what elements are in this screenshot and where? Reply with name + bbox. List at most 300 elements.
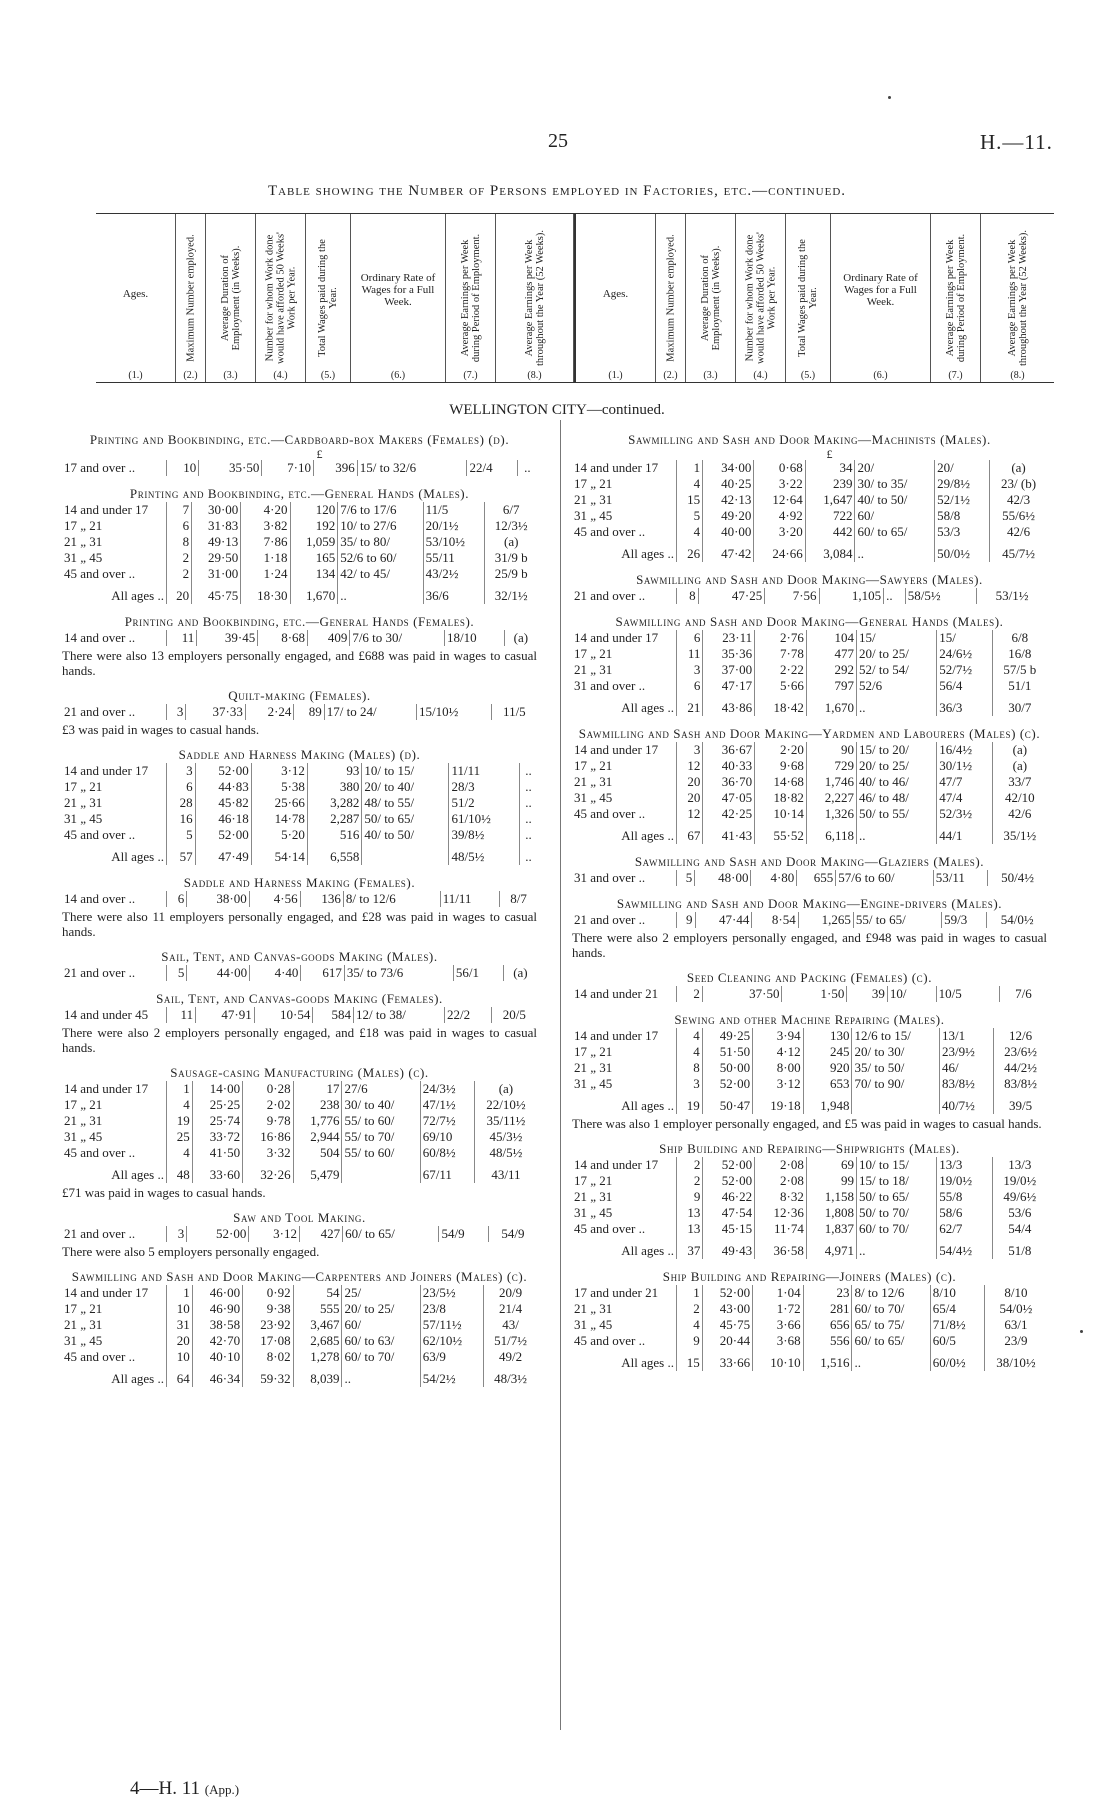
section-title: Ship Building and Repairing—Joiners (Males) (c). [662,1269,957,1284]
table-cell: 46/ to 48/ [856,790,936,806]
table-cell: 10/ [887,986,936,1002]
table-cell: 12·36 [755,1205,807,1221]
table-cell: 14·00 [192,1081,242,1097]
table-cell: 14·68 [755,774,807,790]
table-cell: 45·75 [702,1317,752,1333]
table-cell: 60/ [342,1317,420,1333]
industry-section [572,726,1047,844]
table-row [572,790,1047,806]
table-cell: 5·20 [251,827,307,843]
table-cell: 1,265 [798,912,853,928]
table-cell: 130 [803,1028,852,1044]
section-title: Sausage-casing Manufacturing (Males) (c). [170,1065,429,1080]
table-cell: 31 „ 45 [572,790,677,806]
table-cell: All ages .. [572,1092,677,1114]
total-row [62,1365,537,1387]
speck-mark [1080,1330,1083,1333]
table-cell: 4·20 [241,502,290,518]
table-cell: 9 [677,1189,703,1205]
table-cell: 5 [167,827,196,843]
table-cell: 54/0½ [1000,912,1034,927]
table-cell: 1,808 [806,1205,856,1221]
table-cell: 63/9 [420,1349,483,1365]
table-cell: 23·11 [703,630,755,646]
table-cell: 21 „ 31 [62,795,167,811]
table-cell: 2,685 [293,1333,342,1349]
table-cell: 12/6 [1008,1028,1033,1043]
table-cell: 48·00 [695,870,751,886]
table-cell: 40/ to 50/ [362,827,449,843]
table-row [572,630,1047,646]
table-row [62,1285,537,1301]
table-cell: .. [525,779,532,794]
table-cell: 1,746 [806,774,856,790]
table-cell: 30/1½ [937,758,992,774]
table-cell: 65/4 [930,1301,984,1317]
table-cell: 38/10½ [996,1355,1036,1370]
table-cell: 20 [677,774,703,790]
table-cell: 1 [677,460,703,476]
table-cell: 54/0½ [999,1301,1033,1316]
table-cell: 34 [805,460,855,476]
table-cell: 14 and under 17 [572,1157,677,1173]
table-cell: 6/8 [1011,630,1029,645]
industry-section [572,614,1047,716]
table-cell: 30·00 [192,502,241,518]
table-cell: 8 [167,534,192,550]
table-cell: 45 and over .. [572,1333,677,1349]
table-cell: 54 [293,1285,342,1301]
table-cell: 4,971 [806,1237,856,1259]
table-cell: 33·66 [702,1349,752,1371]
section-title: Sail, Tent, and Canvas-goods Making (Males). [161,949,438,964]
table-cell: 14 and under 17 [62,1285,167,1301]
table-row [572,986,1047,1002]
table-cell: 21 and over .. [62,704,167,720]
page-footer [130,1778,239,1800]
table-row [62,827,537,843]
wages-table [62,704,537,720]
table-cell: 67 [677,822,703,844]
table-cell: 52/7½ [937,662,992,678]
table-cell: 40/ to 46/ [856,774,936,790]
wages-table [62,965,537,981]
table-cell: (a) [513,965,528,980]
section-title: Ship Building and Repairing—Shipwrights (Males). [659,1141,960,1156]
table-cell: 52·00 [702,1285,752,1301]
section-title: Saw and Tool Making. [233,1210,366,1225]
table-cell: 49/6½ [1003,1189,1037,1204]
table-cell: 10·10 [753,1349,803,1371]
table-cell: 48/5½ [449,843,520,865]
header-avg-duration: Average Duration of Employment (in Weeks). (3.) [206,214,256,382]
table-cell: 3·94 [753,1028,803,1044]
table-cell: 134 [290,566,338,582]
table-cell: 60/ [855,508,935,524]
table-cell: 45 and over .. [62,827,167,843]
table-cell: .. [856,822,936,844]
industry-section [572,896,1047,960]
table-cell: 40/7½ [940,1092,994,1114]
table-cell: 58/8 [935,508,990,524]
table-cell: 37·00 [703,662,755,678]
table-cell: 17 „ 21 [62,779,167,795]
table-cell: 31 „ 45 [62,1333,167,1349]
table-cell: 50·47 [702,1092,752,1114]
header-avg-earnings-year-right: Average Earnings per Week throughout the Year (52 Weeks). (8.) [1006,229,1029,381]
table-cell: 56/4 [937,678,992,694]
table-cell: .. [524,460,531,475]
table-cell: 31 and over .. [572,678,677,694]
table-row [572,1189,1047,1205]
table-cell: 6 [167,518,192,534]
table-cell: 55/ to 60/ [342,1145,420,1161]
table-row [62,795,537,811]
table-cell: 9·38 [243,1301,293,1317]
table-cell: 31 „ 45 [62,550,167,566]
table-cell: 36·58 [755,1237,807,1259]
table-cell: 10 [167,1349,193,1365]
table-cell: 120 [290,502,338,518]
wages-table [572,1157,1047,1259]
table-cell: 22/10½ [486,1097,526,1112]
table-cell: 10·14 [755,806,807,822]
table-cell: 42/ to 45/ [338,566,423,582]
table-cell: 192 [290,518,338,534]
table-cell: 45 and over .. [572,806,677,822]
table-cell: 9·78 [243,1113,293,1129]
footer-code: 4—H. 11 [130,1778,201,1799]
table-cell: 4 [167,1145,193,1161]
table-cell: 20 [167,582,192,604]
table-cell: 21 „ 31 [62,534,167,550]
wages-table [572,588,1047,604]
table-cell: 53/11 [933,870,987,886]
table-cell: 2·08 [755,1173,807,1189]
table-cell: 44/2½ [1004,1060,1037,1075]
left-column [62,422,537,1387]
section-title: Saddle and Harness Making (Males) (d). [178,747,421,762]
table-cell: 653 [803,1076,852,1092]
table-cell: 11/5 [503,704,526,719]
table-cell: 3 [677,742,703,758]
table-cell: 15/ to 32/6 [357,460,467,476]
table-cell: 3,282 [307,795,361,811]
table-cell: 1,326 [806,806,856,822]
table-cell: 10/ to 27/6 [338,518,423,534]
table-cell: All ages .. [62,843,167,865]
table-cell: 23/9 [1004,1333,1028,1348]
table-row [572,806,1047,822]
table-cell: 49·13 [192,534,241,550]
industry-section [572,1269,1047,1371]
table-cell: 10·54 [254,1007,313,1023]
table-cell: 12 [677,806,703,822]
section-title: Sawmilling and Sash and Door Making—Glaziers (Males). [634,854,985,869]
table-cell: 47/7 [937,774,992,790]
table-cell: 48/5½ [489,1145,523,1160]
table-cell: 52·00 [702,1076,752,1092]
table-cell: 54/2½ [420,1365,483,1387]
table-cell: 11 [167,630,197,646]
section-note: £3 was paid in wages to casual hands. [62,722,260,737]
table-cell: 17 „ 21 [572,476,677,492]
table-row [572,524,1047,540]
table-cell: 7/6 to 30/ [350,630,445,646]
table-cell: 17 „ 21 [572,758,677,774]
table-cell: 2 [677,986,703,1002]
table-cell: 7·86 [241,534,290,550]
wages-table [572,1285,1047,1371]
industry-section [62,747,537,865]
table-cell: 7·56 [765,588,819,604]
table-cell: 21 „ 31 [572,774,677,790]
table-cell: 21 and over .. [572,912,677,928]
table-row [572,1333,1047,1349]
table-cell: 59·32 [243,1365,293,1387]
table-row [572,1060,1047,1076]
table-cell: 30/7 [1008,700,1032,715]
table-cell: 1 [167,1081,193,1097]
table-row [62,630,537,646]
table-cell: 45·75 [192,582,241,604]
table-cell: 5·66 [755,678,807,694]
table-row [62,566,537,582]
table-cell: 4 [677,1028,703,1044]
industry-section [572,1141,1047,1259]
table-cell: 1,837 [806,1221,856,1237]
table-cell: 44/1 [937,822,992,844]
table-cell: 25/ [342,1285,420,1301]
table-cell: 47·42 [703,540,754,562]
table-cell: .. [525,849,532,864]
table-cell: 3·66 [753,1317,803,1333]
table-row [62,460,537,476]
table-cell: 8·68 [258,630,308,646]
table-cell: 25·74 [192,1113,242,1129]
table-cell: 57/5 b [1003,662,1037,677]
table-cell: 656 [803,1317,852,1333]
table-cell: 25·25 [192,1097,242,1113]
table-cell: 39 [847,986,888,1002]
table-row [572,1044,1047,1060]
table-row [572,646,1047,662]
table-cell: 14·78 [251,811,307,827]
section-title: Printing and Bookbinding, etc.—General Hands (Males). [129,486,470,501]
table-row [62,1317,537,1333]
table-cell: 8·02 [243,1349,293,1365]
table-cell: .. [856,1237,936,1259]
table-cell: 23·92 [243,1317,293,1333]
section-title: Sawmilling and Sash and Door Making—Machinists (Males). [628,432,991,447]
table-row [62,1081,537,1097]
table-cell: 32/1½ [494,588,528,603]
table-cell: 5 [677,870,695,886]
table-cell: 19/0½ [1003,1173,1037,1188]
table-cell: 28 [167,795,196,811]
table-cell: 43·86 [703,694,755,716]
table-cell: 42·13 [703,492,754,508]
table-cell: 54·14 [251,843,307,865]
wages-table [62,1285,537,1387]
table-cell: 1·24 [241,566,290,582]
table-cell: 8,039 [293,1365,342,1387]
table-cell: 245 [803,1044,852,1060]
section-title: Sawmilling and Sash and Door Making—Yardmen and Labourers (Males) (c). [578,726,1041,741]
header-avg-duration-right: Average Duration of Employment (in Weeks). (3.) [686,214,736,382]
table-cell: 12/6 to 15/ [852,1028,940,1044]
table-cell: All ages .. [62,582,167,604]
table-cell: 35/ to 80/ [338,534,423,550]
header-ordinary-rate: Ordinary Rate of Wages for a Full Week. (6.) [351,214,446,382]
table-cell: 52/3½ [937,806,992,822]
table-cell: 427 [300,1226,343,1242]
table-cell: 14 and under 17 [572,630,677,646]
total-row [572,540,1047,562]
table-cell: 10 [167,460,199,476]
table-cell: 52/6 [856,678,936,694]
table-row [572,1173,1047,1189]
table-cell: 3·12 [753,1076,803,1092]
table-cell: 93 [307,763,361,779]
table-row [62,891,537,907]
table-cell: 3·82 [241,518,290,534]
table-cell: 35/ to 50/ [852,1060,940,1076]
section-note: £71 was paid in wages to casual hands. [62,1185,266,1200]
table-row [572,492,1047,508]
table-cell: 99 [806,1173,856,1189]
table-cell: 60/ to 65/ [855,524,935,540]
table-cell: 19 [677,1092,703,1114]
table-cell: 17 „ 21 [572,646,677,662]
table-cell: 23/ (b) [1001,476,1037,491]
table-cell: 32·26 [243,1161,293,1183]
table-cell: 1,516 [803,1349,852,1371]
table-cell: 104 [806,630,856,646]
table-cell: 45 and over .. [62,1349,167,1365]
table-cell: 83/8½ [940,1076,994,1092]
table-cell: 45/3½ [489,1129,523,1144]
table-row [62,1333,537,1349]
table-cell: 4 [677,1044,703,1060]
table-cell: 1,059 [290,534,338,550]
table-cell: 14 and over .. [62,891,167,907]
table-cell: 15/ to 20/ [856,742,936,758]
header-avg-earnings-period-right: Average Earnings per Week during Period of Employment. (7.) [931,214,981,382]
table-cell: 29·50 [192,550,241,566]
table-cell: 36/6 [423,582,485,604]
table-cell: 8/ to 12/6 [852,1285,930,1301]
table-cell: 2,944 [293,1129,342,1145]
table-cell: 504 [293,1145,342,1161]
table-cell: 14 and under 45 [62,1007,167,1023]
table-cell: 13 [677,1221,703,1237]
table-cell: 38·00 [187,891,249,907]
industry-section [62,1210,537,1259]
table-cell: 53/1½ [995,588,1029,603]
table-cell: 24/3½ [420,1081,474,1097]
table-row [62,502,537,518]
table-cell: 15/ [937,630,992,646]
table-cell: 46·22 [703,1189,755,1205]
table-cell: 45 and over .. [572,524,677,540]
table-cell: 722 [805,508,855,524]
table-cell: 17·08 [243,1333,293,1349]
table-cell: 40·10 [192,1349,242,1365]
table-cell: 729 [806,758,856,774]
table-cell: 1,670 [290,582,338,604]
table-cell: 1,776 [293,1113,342,1129]
table-cell: 292 [806,662,856,678]
table-cell: 35·50 [199,460,262,476]
table-cell: 33/7 [1008,774,1032,789]
table-cell: 39/5 [1008,1098,1033,1113]
total-row [62,1161,537,1183]
table-cell: 25 [167,1129,193,1145]
wages-table [62,1226,537,1242]
table-cell: 5 [677,508,703,524]
industry-section [62,991,537,1055]
table-cell: 14 and under 21 [572,986,677,1002]
industry-section [62,949,537,981]
table-cell: 17 „ 21 [572,1173,677,1189]
table-cell: 33·72 [192,1129,242,1145]
section-title: Seed Cleaning and Packing (Females) (c). [686,970,933,985]
table-cell: 31 „ 45 [572,1317,677,1333]
section-note: There were also 5 employers personally engaged. [62,1244,320,1259]
footer-app: (App.) [204,1782,240,1797]
table-cell: 18·30 [241,582,290,604]
section-note: There was also 1 employer personally engaged, and £5 was paid in wages to casual hands. [572,1116,1042,1131]
table-cell: 26 [677,540,703,562]
table-cell: 1,278 [293,1349,342,1365]
table-cell: 8/10 [930,1285,984,1301]
table-cell: 59/3 [942,912,987,928]
table-cell: 11 [677,646,703,662]
table-cell: 55/11 [423,550,485,566]
table-cell: 3·32 [243,1145,293,1161]
table-cell: 11/11 [449,763,520,779]
table-cell: 47·49 [195,843,251,865]
table-cell: 1·50 [782,986,847,1002]
table-cell: 1,647 [805,492,855,508]
table-cell: 53/10½ [423,534,485,550]
table-cell: 396 [313,460,357,476]
table-cell: 6/7 [502,502,520,517]
document-reference: H.—11. [980,130,1053,154]
table-cell: 65/ to 75/ [852,1317,930,1333]
table-row [62,763,537,779]
table-cell: 53/6 [1008,1205,1032,1220]
table-cell: 48/3½ [494,1371,527,1386]
section-title: Sawmilling and Sash and Door Making—Carpenters and Joiners (Males) (c). [71,1269,528,1284]
table-cell: 2 [677,1301,703,1317]
table-cell: 48/ to 55/ [362,795,449,811]
section-note: There were also 2 employers personally engaged, and £948 was paid in wages to casual hands. [572,930,1047,960]
table-cell: 43/ [502,1317,519,1332]
table-cell: 2 [167,566,192,582]
table-cell: 20/ to 40/ [362,779,449,795]
table-cell: 21 „ 31 [572,492,677,508]
wages-table [572,742,1047,844]
header-max-employed-right: Maximum Number employed. (2.) [656,214,686,382]
table-cell: 20/5 [502,1007,526,1022]
table-cell: 23/6½ [1004,1044,1037,1059]
table-cell: 20/ to 25/ [856,646,936,662]
table-cell: 50/ to 70/ [856,1205,936,1221]
table-cell: 20/ to 25/ [342,1301,420,1317]
table-cell: 31 „ 45 [572,1076,677,1092]
